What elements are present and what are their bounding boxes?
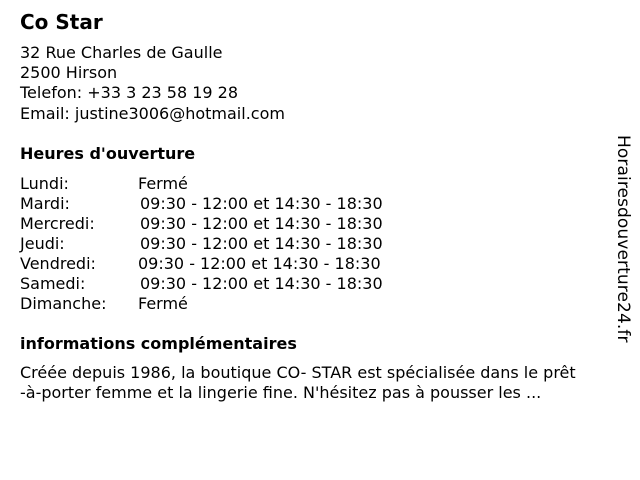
day-label: Dimanche: <box>20 293 107 313</box>
business-name: Co Star <box>20 10 103 34</box>
hours-row-sunday <box>20 294 620 314</box>
business-card <box>20 10 620 403</box>
hours-row-saturday <box>20 274 620 294</box>
opening-hours-heading: Heures d'ouverture <box>20 143 196 163</box>
day-hours: 09:30 - 12:00 et 14:30 - 18:30 <box>140 273 383 293</box>
hours-row-friday <box>20 254 620 274</box>
day-hours: Fermé <box>138 293 188 313</box>
day-label: Lundi: <box>20 173 69 193</box>
additional-info-heading: informations complémentaires <box>20 333 297 353</box>
additional-info-line-2: -à-porter femme et la lingerie fine. N'hésitez pas à pousser les ... <box>20 382 542 402</box>
day-label: Mercredi: <box>20 213 95 233</box>
day-label: Vendredi: <box>20 253 96 273</box>
address-city: 2500 Hirson <box>20 63 118 83</box>
watermark-text: Horairesdouverture24.fr <box>613 135 633 343</box>
day-hours: 09:30 - 12:00 et 14:30 - 18:30 <box>140 193 383 213</box>
site-watermark <box>612 135 634 347</box>
opening-hours-table <box>20 174 620 314</box>
day-label: Jeudi: <box>20 233 65 253</box>
hours-row-monday <box>20 174 620 194</box>
hours-row-wednesday <box>20 214 620 234</box>
day-label: Samedi: <box>20 273 86 293</box>
additional-info-text <box>20 363 630 403</box>
day-hours: Fermé <box>138 173 188 193</box>
hours-row-thursday <box>20 234 620 254</box>
day-hours: 09:30 - 12:00 et 14:30 - 18:30 <box>140 213 383 233</box>
additional-info-line-1: Créée depuis 1986, la boutique CO- STAR est spécialisée dans le prêt <box>20 362 576 382</box>
email-address: Email: justine3006@hotmail.com <box>20 103 285 123</box>
address-street: 32 Rue Charles de Gaulle <box>20 43 223 62</box>
day-label: Mardi: <box>20 193 70 213</box>
day-hours: 09:30 - 12:00 et 14:30 - 18:30 <box>140 233 383 253</box>
day-hours: 09:30 - 12:00 et 14:30 - 18:30 <box>138 253 381 273</box>
hours-row-tuesday <box>20 194 620 214</box>
phone-number: Telefon: +33 3 23 58 19 28 <box>20 83 239 103</box>
